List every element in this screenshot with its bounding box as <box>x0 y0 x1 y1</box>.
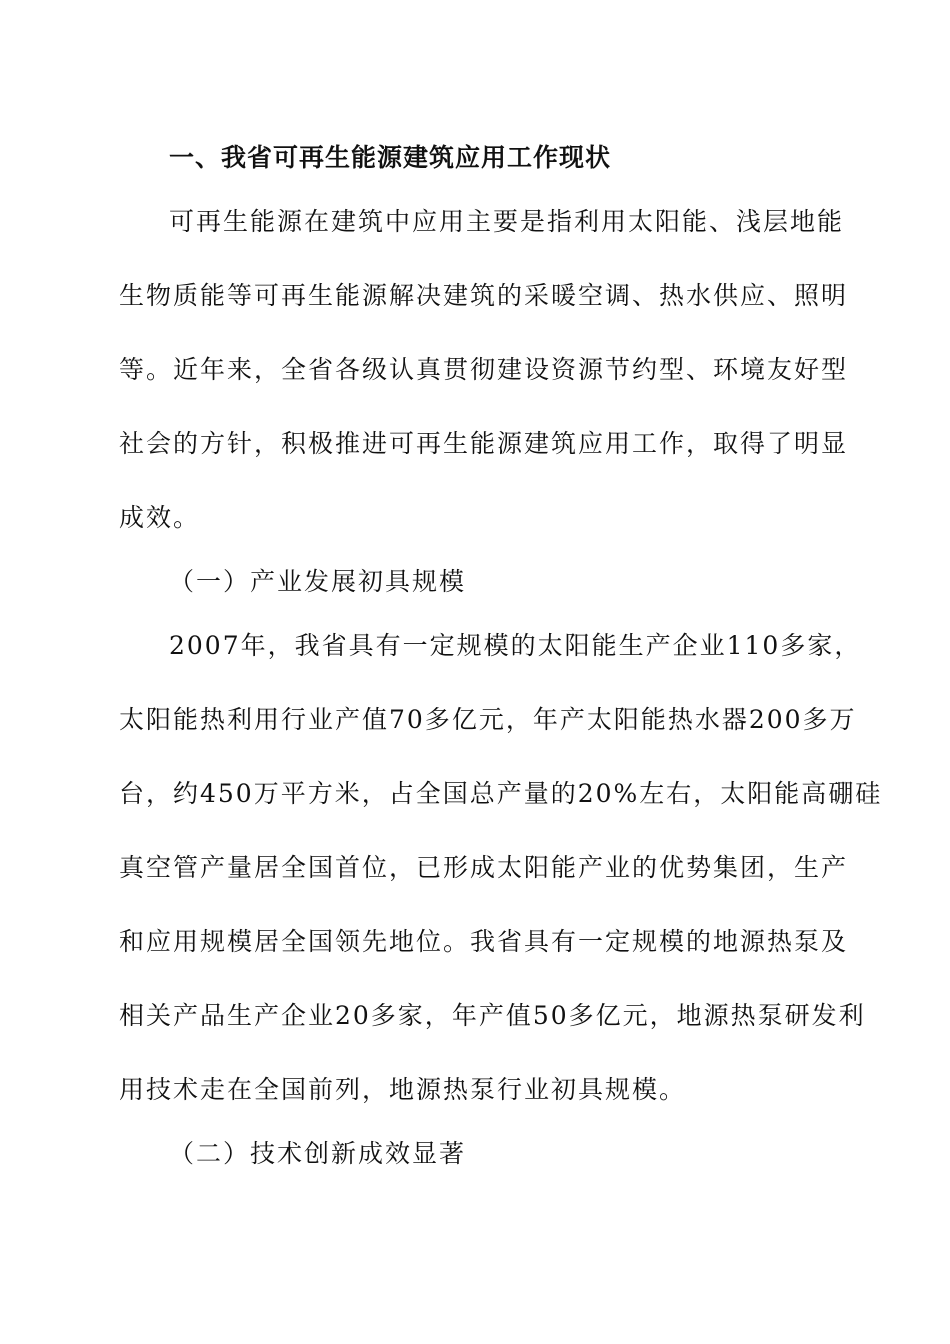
paragraph-line: 相关产品生产企业20多家，年产值50多亿元，地源热泵研发利 <box>119 1001 866 1030</box>
subsection-heading: （一）产业发展初具规模 <box>169 567 467 596</box>
paragraph-line: 社会的方针，积极推进可再生能源建筑应用工作，取得了明显 <box>119 429 849 458</box>
paragraph-line: 太阳能热利用行业产值70多亿元，年产太阳能热水器200多万 <box>119 705 857 734</box>
paragraph-line: 和应用规模居全国领先地位。我省具有一定规模的地源热泵及 <box>119 927 849 956</box>
paragraph-line: 用技术走在全国前列，地源热泵行业初具规模。 <box>119 1075 687 1104</box>
subsection-heading: （二）技术创新成效显著 <box>169 1139 467 1168</box>
paragraph-line: 2007年，我省具有一定规模的太阳能生产企业110多家， <box>169 631 862 660</box>
paragraph-line: 等。近年来，全省各级认真贯彻建设资源节约型、环境友好型 <box>119 355 849 384</box>
paragraph-line: 生物质能等可再生能源解决建筑的采暖空调、热水供应、照明 <box>119 281 849 310</box>
paragraph-line: 成效。 <box>119 503 201 532</box>
paragraph-line: 可再生能源在建筑中应用主要是指利用太阳能、浅层地能 <box>169 207 845 236</box>
paragraph-line: 台，约450万平方米，占全国总产量的20%左右，太阳能高硼硅 <box>119 779 883 808</box>
section-heading: 一、我省可再生能源建筑应用工作现状 <box>169 143 612 172</box>
paragraph-line: 真空管产量居全国首位，已形成太阳能产业的优势集团，生产 <box>119 853 849 882</box>
